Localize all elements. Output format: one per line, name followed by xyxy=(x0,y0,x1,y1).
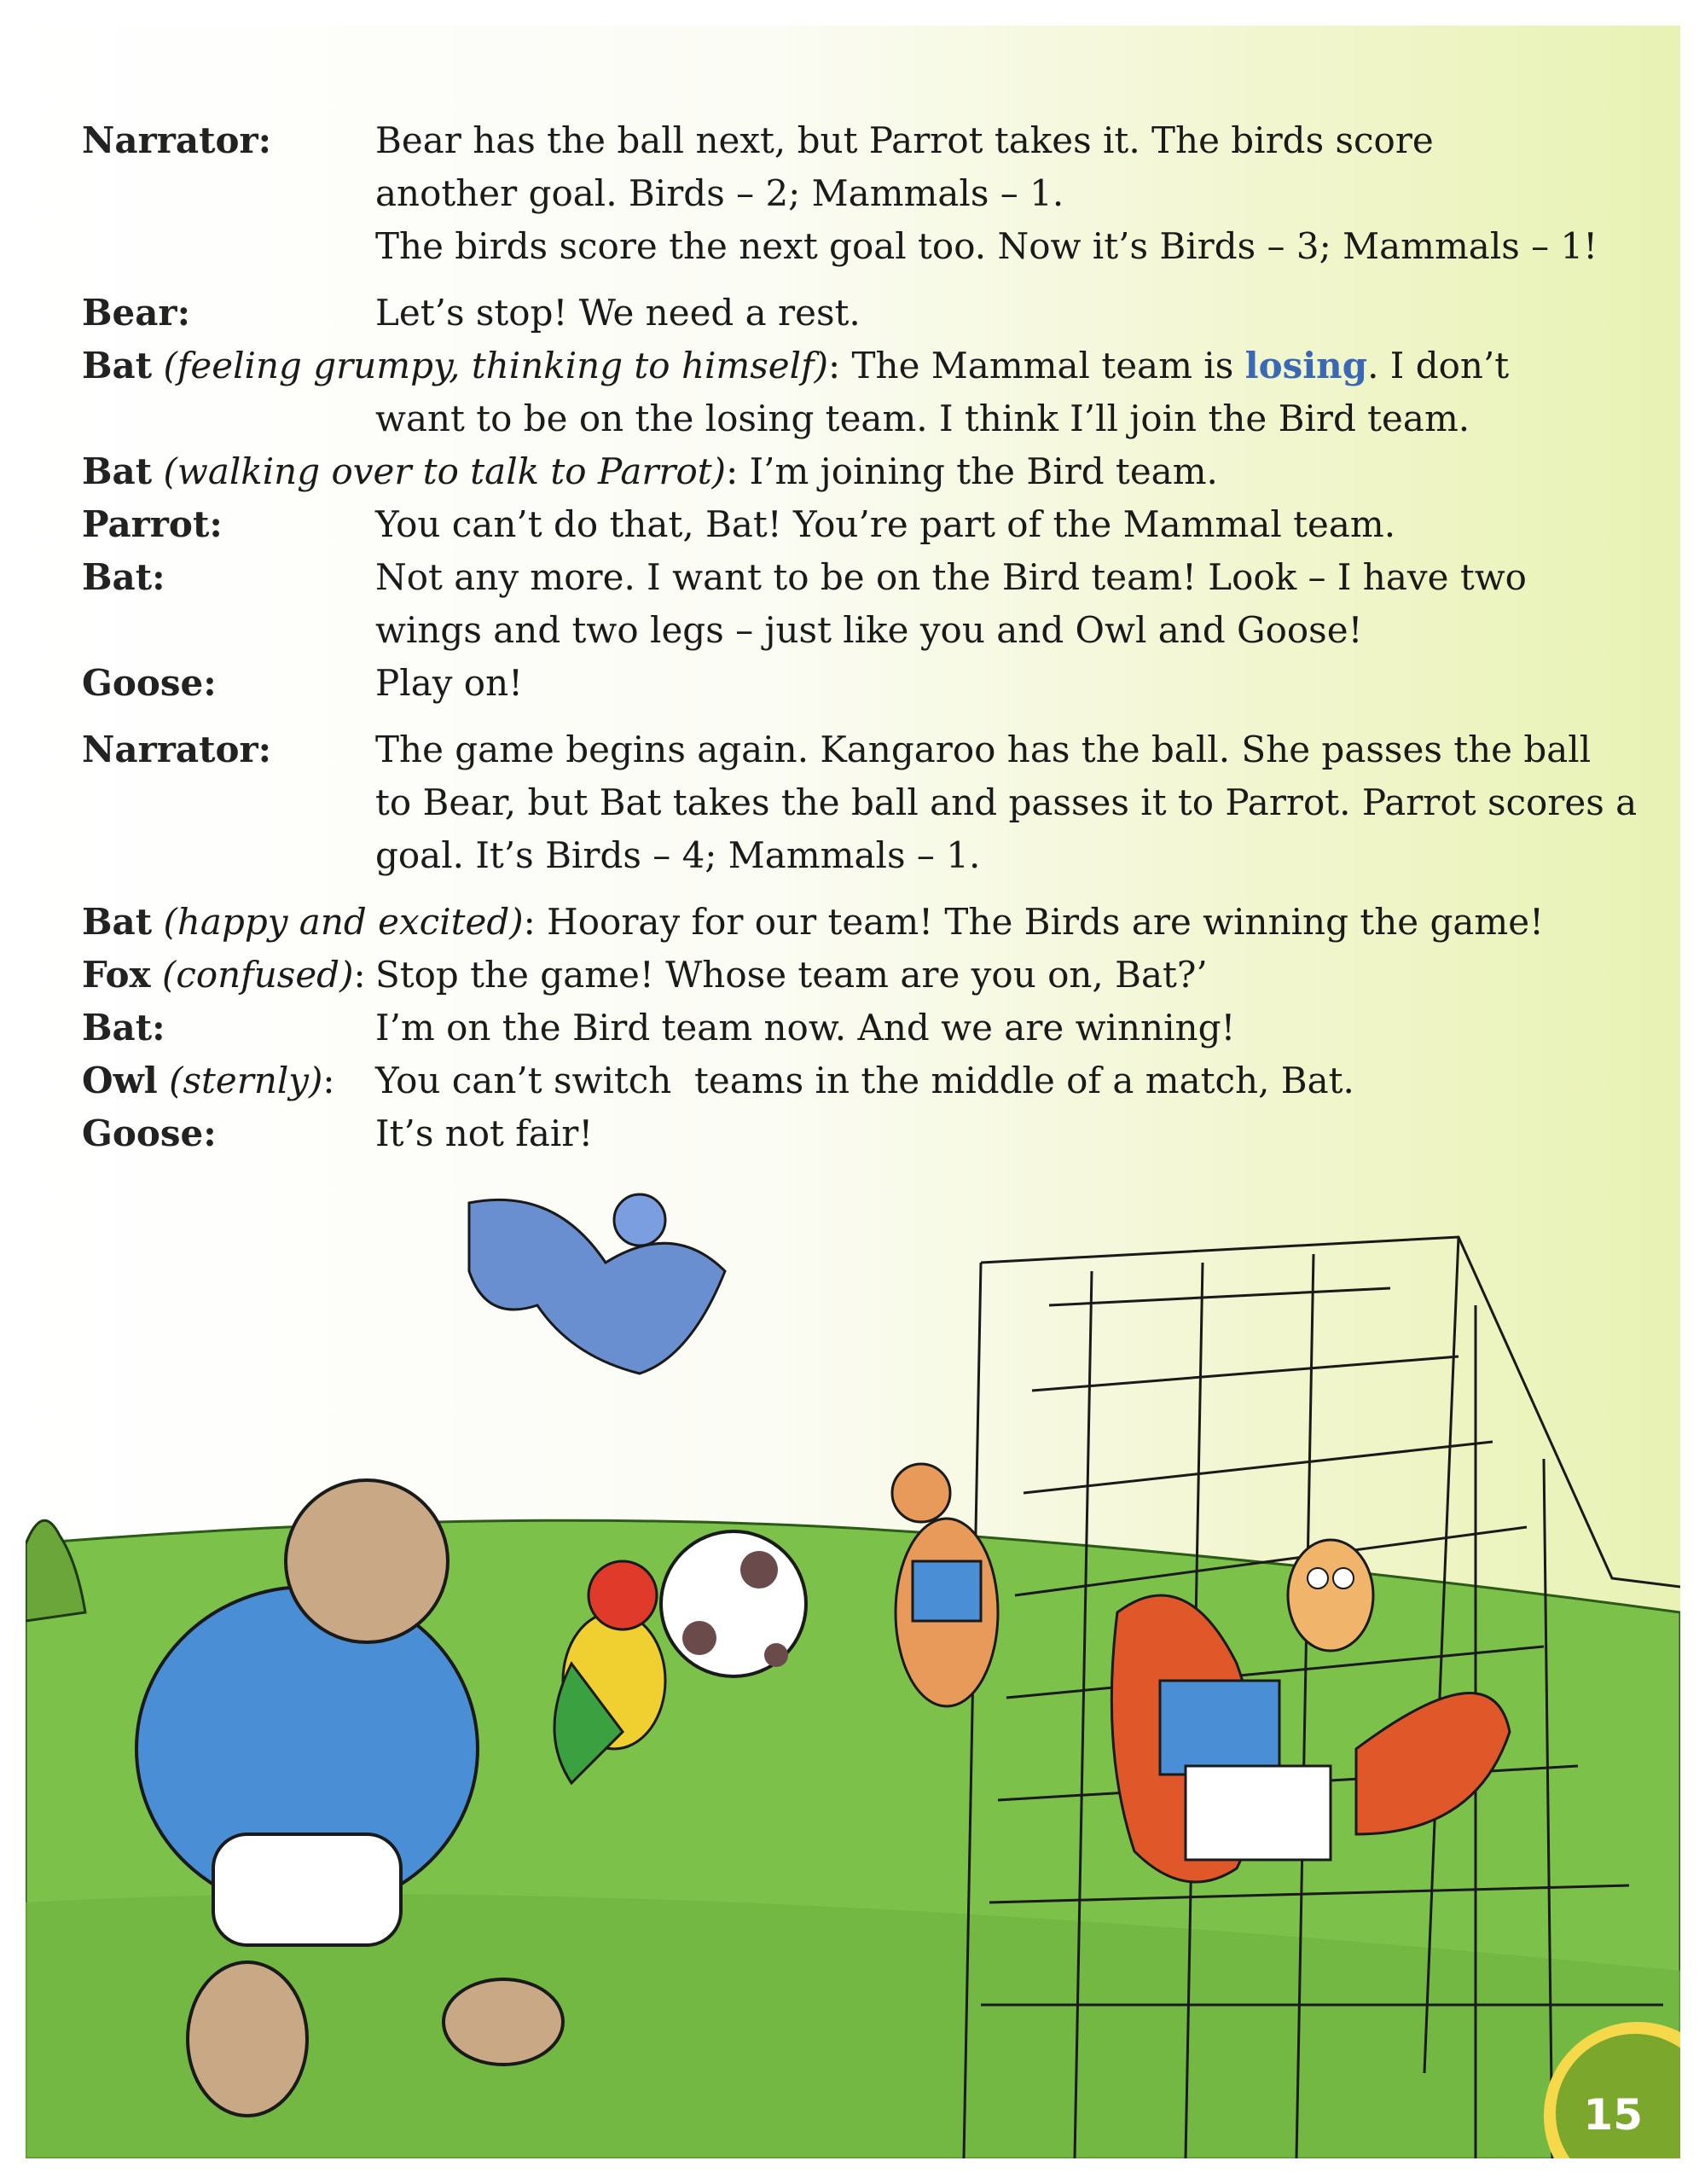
kangaroo-illustration xyxy=(892,1464,998,1706)
dialogue-line: Let’s stop! We need a rest. xyxy=(375,292,861,334)
script-turn-fox xyxy=(82,949,1617,1002)
dialogue-line: It’s not fair! xyxy=(375,1112,594,1154)
dialogue-line: want to be on the losing team. I think I’ll join the Bird team. xyxy=(375,398,1470,439)
stage-direction: (confused) xyxy=(161,954,354,996)
script-turn-goose-1 xyxy=(82,657,1617,710)
stage-direction: (walking over to talk to Parrot) xyxy=(163,450,727,492)
dialogue-line: wings and two legs – just like you and Owl and Goose! xyxy=(375,609,1363,651)
soccer-ball xyxy=(661,1531,806,1676)
dialogue-line: Play on! xyxy=(375,662,524,704)
vocabulary-word: losing xyxy=(1244,345,1368,386)
bush xyxy=(26,1520,85,1621)
dialogue-line: The game begins again. Kangaroo has the ball. She passes the ball xyxy=(375,729,1592,770)
speaker-label: Bat: xyxy=(82,1007,165,1048)
dialogue-line: to Bear, but Bat takes the ball and passes it to Parrot. Parrot scores a xyxy=(375,781,1638,823)
speaker-label: Bat xyxy=(82,901,153,943)
dialogue-line: Stop the game! Whose team are you on, Bat?’ xyxy=(375,954,1208,996)
speaker-label: Bat xyxy=(82,345,153,386)
dialogue-text: : The Mammal team is xyxy=(828,345,1245,386)
dialogue-text: : Hooray for our team! The Birds are winning the game! xyxy=(523,901,1544,943)
soccer-illustration xyxy=(26,1135,1680,2158)
storybook-page xyxy=(26,26,1680,2158)
dialogue-text: : I’m joining the Bird team. xyxy=(726,450,1218,492)
dialogue-line: I’m on the Bird team now. And we are winning! xyxy=(375,1007,1236,1048)
dialogue-line: Not any more. I want to be on the Bird team! Look – I have two xyxy=(375,556,1527,598)
speaker-label: Bat: xyxy=(82,556,165,598)
script-turn-narrator-2 xyxy=(82,723,1638,882)
script-turn-bat-grumpy xyxy=(82,340,1617,445)
speaker-label: Goose: xyxy=(82,662,217,704)
dialogue-line: You can’t do that, Bat! You’re part of the Mammal team. xyxy=(375,503,1396,545)
stage-direction: (feeling grumpy, thinking to himself) xyxy=(163,345,829,386)
colon: : xyxy=(322,1060,335,1101)
script-turn-parrot xyxy=(82,498,1617,551)
script-turn-bat-walking xyxy=(82,445,1617,498)
page-number: 15 xyxy=(1583,2090,1643,2140)
script-turn-bear xyxy=(82,287,1617,340)
soccer-scene-svg xyxy=(26,1135,1680,2158)
dialogue-line: Bear has the ball next, but Parrot takes it. The birds score xyxy=(375,119,1434,161)
owl-illustration xyxy=(1288,1540,1373,1651)
colon: : xyxy=(353,954,366,996)
play-script xyxy=(82,114,1638,1160)
speaker-label: Bat xyxy=(82,450,153,492)
bat-illustration xyxy=(469,1194,725,1374)
speaker-label: Narrator: xyxy=(82,729,272,770)
dialogue-line: another goal. Birds – 2; Mammals – 1. xyxy=(375,172,1064,214)
dialogue-text: . I don’t xyxy=(1367,345,1510,386)
speaker-label: Owl xyxy=(82,1060,158,1101)
speaker-label: Parrot: xyxy=(82,503,223,545)
speaker-label: Fox xyxy=(82,954,151,996)
speaker-label: Goose: xyxy=(82,1112,217,1154)
stage-direction: (happy and excited) xyxy=(163,901,524,943)
script-turn-bat-happy xyxy=(82,896,1617,949)
script-turn-bat-2 xyxy=(82,1002,1617,1054)
dialogue-line: The birds score the next goal too. Now it’s Birds – 3; Mammals – 1! xyxy=(375,225,1598,267)
stage-direction: (sternly) xyxy=(169,1060,323,1101)
speaker-label: Bear: xyxy=(82,292,191,334)
dialogue-line: goal. It’s Birds – 4; Mammals – 1. xyxy=(375,834,981,876)
script-turn-narrator-1 xyxy=(82,114,1617,273)
script-turn-owl xyxy=(82,1054,1617,1107)
speaker-label: Narrator: xyxy=(82,119,272,161)
dialogue-line: You can’t switch teams in the middle of a match, Bat. xyxy=(375,1060,1354,1101)
script-turn-bat-1 xyxy=(82,551,1617,657)
